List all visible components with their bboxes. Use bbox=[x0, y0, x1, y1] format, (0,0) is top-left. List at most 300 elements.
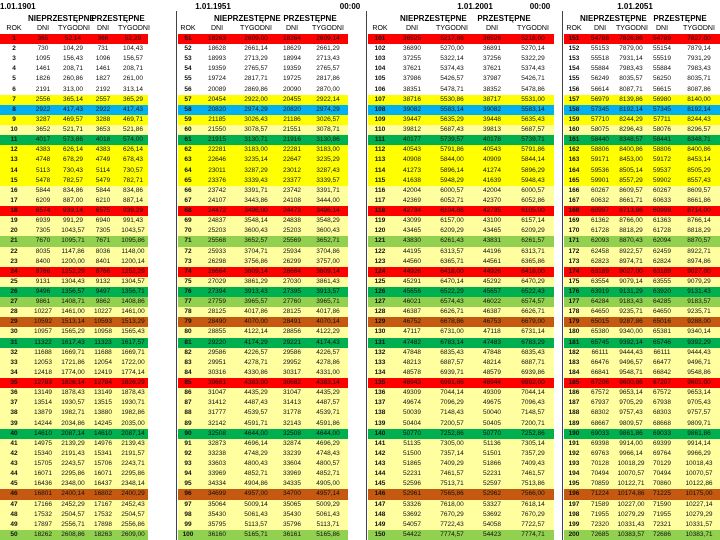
cell-tygodni: 626,14 bbox=[58, 145, 88, 155]
cell-dni: 34699 bbox=[198, 489, 236, 499]
cell-rok: 169 bbox=[564, 216, 584, 226]
cell-dni: 69398 bbox=[584, 439, 616, 449]
cell-tygodni: 5061,43 bbox=[236, 510, 276, 520]
cell-dni: 31047 bbox=[198, 388, 236, 398]
cell-dni: 41638 bbox=[392, 176, 432, 186]
cell-tygodni: 2869,86 bbox=[236, 85, 276, 95]
cell-tygodni: 6104,86 bbox=[432, 206, 472, 216]
cell-tygodni: 9079,29 bbox=[678, 277, 720, 287]
column-header-dni: DNI bbox=[485, 25, 499, 32]
cell-rok: 41 bbox=[0, 439, 28, 449]
cell-rok: 52 bbox=[178, 44, 198, 54]
cell-dni: 38351 bbox=[392, 85, 432, 95]
cell-dni: 27760 bbox=[276, 297, 308, 307]
cell-rok: 191 bbox=[564, 439, 584, 449]
cell-tygodni: 5583,14 bbox=[432, 105, 472, 115]
cell-tygodni: 5896,29 bbox=[512, 166, 554, 176]
cell-rok: 31 bbox=[0, 338, 28, 348]
cell-tygodni: 1826,29 bbox=[118, 378, 148, 388]
cell-rok: 138 bbox=[368, 408, 392, 418]
cell-rok: 163 bbox=[564, 155, 584, 165]
column-header-dni: DNI bbox=[96, 25, 110, 32]
cell-dni: 23376 bbox=[198, 176, 236, 186]
table-row bbox=[0, 520, 720, 530]
cell-tygodni: 8922,57 bbox=[616, 247, 646, 257]
cell-dni: 57710 bbox=[584, 115, 616, 125]
cell-tygodni: 4017,86 bbox=[236, 307, 276, 317]
cell-tygodni: 5791,86 bbox=[432, 145, 472, 155]
cell-tygodni: 7879,14 bbox=[678, 44, 720, 54]
cell-tygodni: 5009,29 bbox=[308, 500, 348, 510]
cell-dni: 61728 bbox=[646, 226, 678, 236]
cell-dni: 50404 bbox=[392, 419, 432, 429]
cell-dni: 38717 bbox=[472, 95, 512, 105]
cell-tygodni: 6209,29 bbox=[432, 226, 472, 236]
table-row bbox=[0, 358, 720, 368]
cell-dni: 48214 bbox=[472, 358, 512, 368]
cell-dni: 14975 bbox=[28, 439, 58, 449]
cell-dni: 65016 bbox=[646, 317, 678, 327]
cell-dni: 30316 bbox=[198, 368, 236, 378]
cell-tygodni: 1148,00 bbox=[118, 247, 148, 257]
cell-dni: 50770 bbox=[472, 429, 512, 439]
cell-rok: 10 bbox=[0, 125, 28, 135]
cell-dni: 22281 bbox=[198, 145, 236, 155]
cell-dni: 4383 bbox=[88, 145, 118, 155]
cell-tygodni: 208,71 bbox=[58, 64, 88, 74]
cell-rok: 63 bbox=[178, 155, 198, 165]
cell-dni: 13879 bbox=[28, 408, 58, 418]
cell-dni: 60267 bbox=[646, 186, 678, 196]
cell-tygodni: 1043,57 bbox=[118, 226, 148, 236]
cell-rok: 94 bbox=[178, 469, 198, 479]
cell-dni: 13149 bbox=[28, 388, 58, 398]
cell-tygodni: 4696,29 bbox=[308, 439, 348, 449]
cell-dni: 10593 bbox=[88, 317, 118, 327]
cell-rok: 159 bbox=[564, 115, 584, 125]
cell-tygodni: 1408,86 bbox=[118, 297, 148, 307]
cell-tygodni: 1721,86 bbox=[58, 358, 88, 368]
cell-rok: 180 bbox=[564, 327, 584, 337]
cell-dni: 16071 bbox=[88, 469, 118, 479]
cell-tygodni: 10383,71 bbox=[678, 530, 720, 540]
cell-rok: 60 bbox=[178, 125, 198, 135]
cell-tygodni: 8609,57 bbox=[616, 186, 646, 196]
cell-tygodni: 52,29 bbox=[118, 34, 148, 44]
cell-dni: 14976 bbox=[88, 439, 118, 449]
cell-tygodni: 7513,71 bbox=[432, 479, 472, 489]
cell-rok: 43 bbox=[0, 459, 28, 469]
cell-dni: 17532 bbox=[28, 510, 58, 520]
cell-tygodni: 1669,71 bbox=[58, 348, 88, 358]
cell-dni: 14245 bbox=[88, 419, 118, 429]
cell-dni: 60997 bbox=[584, 206, 616, 216]
cell-dni: 12054 bbox=[88, 358, 118, 368]
cell-tygodni: 7252,86 bbox=[432, 429, 472, 439]
cell-rok: 113 bbox=[368, 155, 392, 165]
cell-dni: 55519 bbox=[646, 54, 678, 64]
cell-tygodni: 4696,14 bbox=[236, 439, 276, 449]
cell-tygodni: 6679,00 bbox=[512, 317, 554, 327]
cell-rok: 14 bbox=[0, 166, 28, 176]
cell-tygodni: 6887,57 bbox=[432, 358, 472, 368]
table-row bbox=[0, 115, 720, 125]
cell-tygodni: 9444,43 bbox=[678, 348, 720, 358]
cell-rok: 1 bbox=[0, 34, 28, 44]
cell-dni: 1461 bbox=[88, 64, 118, 74]
cell-dni: 38352 bbox=[472, 85, 512, 95]
cell-tygodni: 5635,29 bbox=[432, 115, 472, 125]
cell-tygodni: 7200,57 bbox=[432, 419, 472, 429]
cell-dni: 9131 bbox=[28, 277, 58, 287]
cell-tygodni: 5270,14 bbox=[512, 44, 554, 54]
cell-dni: 69033 bbox=[646, 429, 678, 439]
cell-rok: 90 bbox=[178, 429, 198, 439]
cell-tygodni: 5061,43 bbox=[308, 510, 348, 520]
block-date-1951: 1.01.1951 bbox=[195, 2, 231, 11]
cell-dni: 66841 bbox=[584, 368, 616, 378]
cell-tygodni: 4539,71 bbox=[308, 408, 348, 418]
cell-tygodni: 9079,14 bbox=[616, 277, 646, 287]
cell-tygodni: 9809,71 bbox=[678, 419, 720, 429]
cell-dni: 40177 bbox=[392, 135, 432, 145]
cell-rok: 36 bbox=[0, 388, 28, 398]
cell-rok: 37 bbox=[0, 398, 28, 408]
table-row bbox=[0, 257, 720, 267]
cell-dni: 66111 bbox=[584, 348, 616, 358]
cell-dni: 65015 bbox=[584, 317, 616, 327]
cell-tygodni: 1304,57 bbox=[118, 277, 148, 287]
cell-tygodni: 6052,71 bbox=[432, 196, 472, 206]
cell-tygodni: 3078,71 bbox=[308, 125, 348, 135]
cell-dni: 28490 bbox=[198, 317, 236, 327]
cell-dni: 59902 bbox=[646, 176, 678, 186]
cell-rok: 145 bbox=[368, 479, 392, 489]
cell-dni: 70129 bbox=[646, 459, 678, 469]
cell-rok: 114 bbox=[368, 166, 392, 176]
cell-tygodni: 730,43 bbox=[58, 166, 88, 176]
cell-tygodni: 52,14 bbox=[58, 34, 88, 44]
cell-tygodni: 9131,29 bbox=[616, 287, 646, 297]
cell-rok: 97 bbox=[178, 500, 198, 510]
cell-rok: 2 bbox=[0, 44, 28, 54]
cell-rok: 11 bbox=[0, 135, 28, 145]
cell-rok: 196 bbox=[564, 489, 584, 499]
cell-dni: 64650 bbox=[646, 307, 678, 317]
cell-tygodni: 2295,86 bbox=[118, 469, 148, 479]
cell-dni: 3288 bbox=[88, 115, 118, 125]
cell-tygodni: 4644,00 bbox=[308, 429, 348, 439]
cell-tygodni: 8192,14 bbox=[678, 105, 720, 115]
cell-tygodni: 1408,71 bbox=[58, 297, 88, 307]
table-row bbox=[0, 500, 720, 510]
table-row bbox=[0, 85, 720, 95]
cell-rok: 137 bbox=[368, 398, 392, 408]
cell-dni: 42370 bbox=[472, 196, 512, 206]
cell-tygodni: 7565,86 bbox=[432, 489, 472, 499]
table-row bbox=[0, 408, 720, 418]
table-row bbox=[0, 64, 720, 74]
cell-tygodni: 5791,86 bbox=[512, 145, 554, 155]
cell-tygodni: 4017,86 bbox=[308, 307, 348, 317]
cell-tygodni: 3600,43 bbox=[308, 226, 348, 236]
cell-dni: 67572 bbox=[584, 388, 616, 398]
cell-tygodni: 7774,71 bbox=[512, 530, 554, 540]
cell-dni: 50040 bbox=[472, 408, 512, 418]
cell-tygodni: 3130,71 bbox=[236, 135, 276, 145]
cell-dni: 44195 bbox=[392, 247, 432, 257]
cell-rok: 198 bbox=[564, 510, 584, 520]
cell-dni: 1096 bbox=[88, 54, 118, 64]
cell-dni: 1827 bbox=[88, 74, 118, 84]
cell-tygodni: 10122,71 bbox=[616, 479, 646, 489]
cell-rok: 184 bbox=[564, 368, 584, 378]
cell-rok: 87 bbox=[178, 398, 198, 408]
cell-tygodni: 313,14 bbox=[118, 85, 148, 95]
cell-dni: 60998 bbox=[646, 206, 678, 216]
cell-dni: 16071 bbox=[28, 469, 58, 479]
cell-rok: 136 bbox=[368, 388, 392, 398]
cell-dni: 6939 bbox=[28, 216, 58, 226]
cell-dni: 2922 bbox=[28, 105, 58, 115]
cell-tygodni: 8453,14 bbox=[678, 155, 720, 165]
cell-dni: 6210 bbox=[88, 196, 118, 206]
cell-tygodni: 4748,29 bbox=[236, 449, 276, 459]
cell-dni: 24108 bbox=[276, 196, 308, 206]
cell-dni: 5479 bbox=[88, 176, 118, 186]
cell-tygodni: 7983,43 bbox=[616, 64, 646, 74]
cell-tygodni: 3704,86 bbox=[308, 247, 348, 257]
cell-tygodni: 8139,86 bbox=[616, 95, 646, 105]
cell-tygodni: 4122,29 bbox=[308, 327, 348, 337]
cell-rok: 189 bbox=[564, 419, 584, 429]
cell-rok: 42 bbox=[0, 449, 28, 459]
cell-dni: 68667 bbox=[584, 419, 616, 429]
cell-dni: 72321 bbox=[646, 520, 678, 530]
cell-tygodni: 8087,86 bbox=[678, 85, 720, 95]
cell-dni: 19724 bbox=[198, 74, 236, 84]
table-row bbox=[0, 236, 720, 246]
cell-dni: 14610 bbox=[88, 429, 118, 439]
cell-tygodni: 9966,14 bbox=[616, 449, 646, 459]
table-row bbox=[0, 459, 720, 469]
cell-rok: 27 bbox=[0, 297, 28, 307]
cell-rok: 74 bbox=[178, 267, 198, 277]
table-row bbox=[0, 489, 720, 499]
cell-dni: 54058 bbox=[472, 520, 512, 530]
cell-rok: 71 bbox=[178, 236, 198, 246]
cell-tygodni: 8974,86 bbox=[678, 257, 720, 267]
cell-tygodni: 4174,43 bbox=[308, 338, 348, 348]
cell-rok: 9 bbox=[0, 115, 28, 125]
cell-tygodni: 9392,29 bbox=[678, 338, 720, 348]
cell-rok: 55 bbox=[178, 74, 198, 84]
cell-dni: 44560 bbox=[392, 257, 432, 267]
cell-dni: 45656 bbox=[392, 287, 432, 297]
cell-tygodni: 2661,29 bbox=[308, 44, 348, 54]
cell-dni: 18262 bbox=[28, 530, 58, 540]
cell-tygodni: 8766,14 bbox=[678, 216, 720, 226]
cell-rok: 183 bbox=[564, 358, 584, 368]
cell-dni: 29220 bbox=[198, 338, 236, 348]
cell-rok: 46 bbox=[0, 489, 28, 499]
cell-dni: 67937 bbox=[584, 398, 616, 408]
cell-tygodni: 6261,57 bbox=[512, 236, 554, 246]
cell-dni: 37256 bbox=[472, 54, 512, 64]
cell-rok: 59 bbox=[178, 115, 198, 125]
cell-rok: 23 bbox=[0, 257, 28, 267]
cell-rok: 29 bbox=[0, 317, 28, 327]
cell-rok: 122 bbox=[368, 247, 392, 257]
cell-tygodni: 1304,43 bbox=[58, 277, 88, 287]
cell-rok: 131 bbox=[368, 338, 392, 348]
cell-tygodni: 4487,43 bbox=[236, 398, 276, 408]
cell-dni: 24472 bbox=[198, 206, 236, 216]
cell-rok: 194 bbox=[564, 469, 584, 479]
cell-dni: 31413 bbox=[276, 398, 308, 408]
cell-tygodni: 573,86 bbox=[58, 135, 88, 145]
cell-dni: 48943 bbox=[392, 378, 432, 388]
cell-rok: 175 bbox=[564, 277, 584, 287]
cell-rok: 195 bbox=[564, 479, 584, 489]
cell-dni: 62093 bbox=[584, 236, 616, 246]
cell-dni: 42004 bbox=[392, 186, 432, 196]
cell-tygodni: 10174,86 bbox=[616, 489, 646, 499]
cell-tygodni: 939,29 bbox=[118, 206, 148, 216]
cell-rok: 20 bbox=[0, 226, 28, 236]
cell-rok: 109 bbox=[368, 115, 392, 125]
cell-rok: 28 bbox=[0, 307, 28, 317]
cell-dni: 57711 bbox=[646, 115, 678, 125]
cell-dni: 8766 bbox=[88, 267, 118, 277]
cell-dni: 66477 bbox=[646, 358, 678, 368]
cell-dni: 27759 bbox=[198, 297, 236, 307]
cell-tygodni: 3913,43 bbox=[236, 287, 276, 297]
cell-dni: 4018 bbox=[88, 135, 118, 145]
cell-tygodni: 4591,86 bbox=[308, 419, 348, 429]
cell-dni: 20090 bbox=[276, 85, 308, 95]
cell-dni: 730 bbox=[28, 44, 58, 54]
table-row bbox=[0, 166, 720, 176]
cell-rok: 72 bbox=[178, 247, 198, 257]
cell-dni: 42369 bbox=[392, 196, 432, 206]
cell-dni: 22281 bbox=[276, 145, 308, 155]
cell-dni: 15705 bbox=[28, 459, 58, 469]
cell-dni: 4383 bbox=[28, 145, 58, 155]
cell-dni: 37621 bbox=[392, 64, 432, 74]
cell-rok: 35 bbox=[0, 378, 28, 388]
cell-dni: 60267 bbox=[584, 186, 616, 196]
cell-dni: 10227 bbox=[28, 307, 58, 317]
cell-tygodni: 1826,14 bbox=[58, 378, 88, 388]
cell-tygodni: 2713,29 bbox=[236, 54, 276, 64]
cell-tygodni: 2348,14 bbox=[118, 479, 148, 489]
table-row bbox=[0, 54, 720, 64]
cell-tygodni: 2974,29 bbox=[308, 105, 348, 115]
cell-dni: 10592 bbox=[28, 317, 58, 327]
cell-tygodni: 6365,71 bbox=[432, 257, 472, 267]
cell-rok: 64 bbox=[178, 166, 198, 176]
cell-tygodni: 9444,43 bbox=[616, 348, 646, 358]
cell-tygodni: 8661,86 bbox=[678, 196, 720, 206]
cell-dni: 9496 bbox=[28, 287, 58, 297]
cell-rok: 21 bbox=[0, 236, 28, 246]
table-row bbox=[0, 186, 720, 196]
table-row bbox=[0, 338, 720, 348]
cell-tygodni: 8661,71 bbox=[616, 196, 646, 206]
cell-dni: 63189 bbox=[646, 267, 678, 277]
cell-rok: 84 bbox=[178, 368, 198, 378]
cell-rok: 143 bbox=[368, 459, 392, 469]
cell-dni: 46753 bbox=[472, 317, 512, 327]
cell-dni: 34335 bbox=[276, 479, 308, 489]
cell-rok: 48 bbox=[0, 510, 28, 520]
cell-tygodni: 5739,57 bbox=[432, 135, 472, 145]
cell-tygodni: 9340,14 bbox=[678, 327, 720, 337]
cell-dni: 2557 bbox=[88, 95, 118, 105]
cell-tygodni: 9496,71 bbox=[678, 358, 720, 368]
cell-tygodni: 3183,00 bbox=[236, 145, 276, 155]
cell-dni: 11688 bbox=[88, 348, 118, 358]
cell-rok: 92 bbox=[178, 449, 198, 459]
cell-dni: 1826 bbox=[28, 74, 58, 84]
cell-dni: 17898 bbox=[88, 520, 118, 530]
cell-rok: 186 bbox=[564, 388, 584, 398]
cell-rok: 13 bbox=[0, 155, 28, 165]
column-header-tygodni: TYGODNI bbox=[312, 25, 344, 32]
column-header-dni: DNI bbox=[593, 25, 607, 32]
cell-dni: 28125 bbox=[198, 307, 236, 317]
cell-dni: 28855 bbox=[198, 327, 236, 337]
cell-dni: 40543 bbox=[472, 145, 512, 155]
cell-rok: 106 bbox=[368, 85, 392, 95]
cell-tygodni: 4591,71 bbox=[236, 419, 276, 429]
cell-rok: 110 bbox=[368, 125, 392, 135]
table-row bbox=[0, 34, 720, 44]
cell-dni: 57345 bbox=[584, 105, 616, 115]
cell-tygodni: 1356,57 bbox=[58, 287, 88, 297]
cell-dni: 15706 bbox=[88, 459, 118, 469]
cell-tygodni: 5374,43 bbox=[512, 64, 554, 74]
cell-rok: 144 bbox=[368, 469, 392, 479]
cell-dni: 58440 bbox=[584, 135, 616, 145]
cell-dni: 28125 bbox=[276, 307, 308, 317]
cell-dni: 65745 bbox=[584, 338, 616, 348]
cell-dni: 62824 bbox=[646, 257, 678, 267]
cell-tygodni: 9757,57 bbox=[678, 408, 720, 418]
cell-tygodni: 6522,29 bbox=[432, 287, 472, 297]
cell-tygodni: 10122,86 bbox=[678, 479, 720, 489]
cell-dni: 9497 bbox=[88, 287, 118, 297]
cell-rok: 126 bbox=[368, 287, 392, 297]
cell-rok: 24 bbox=[0, 267, 28, 277]
cell-dni: 58076 bbox=[646, 125, 678, 135]
cell-tygodni: 6835,43 bbox=[432, 348, 472, 358]
cell-rok: 160 bbox=[564, 125, 584, 135]
cell-tygodni: 6991,86 bbox=[432, 378, 472, 388]
table-row bbox=[0, 277, 720, 287]
cell-rok: 167 bbox=[564, 196, 584, 206]
cell-tygodni: 365,29 bbox=[118, 95, 148, 105]
cell-dni: 53692 bbox=[472, 510, 512, 520]
cell-tygodni: 9914,14 bbox=[678, 439, 720, 449]
cell-dni: 53692 bbox=[392, 510, 432, 520]
cell-dni: 70494 bbox=[584, 469, 616, 479]
cell-tygodni: 8818,29 bbox=[616, 226, 646, 236]
cell-dni: 71589 bbox=[584, 500, 616, 510]
cell-rok: 40 bbox=[0, 429, 28, 439]
cell-dni: 29951 bbox=[198, 358, 236, 368]
